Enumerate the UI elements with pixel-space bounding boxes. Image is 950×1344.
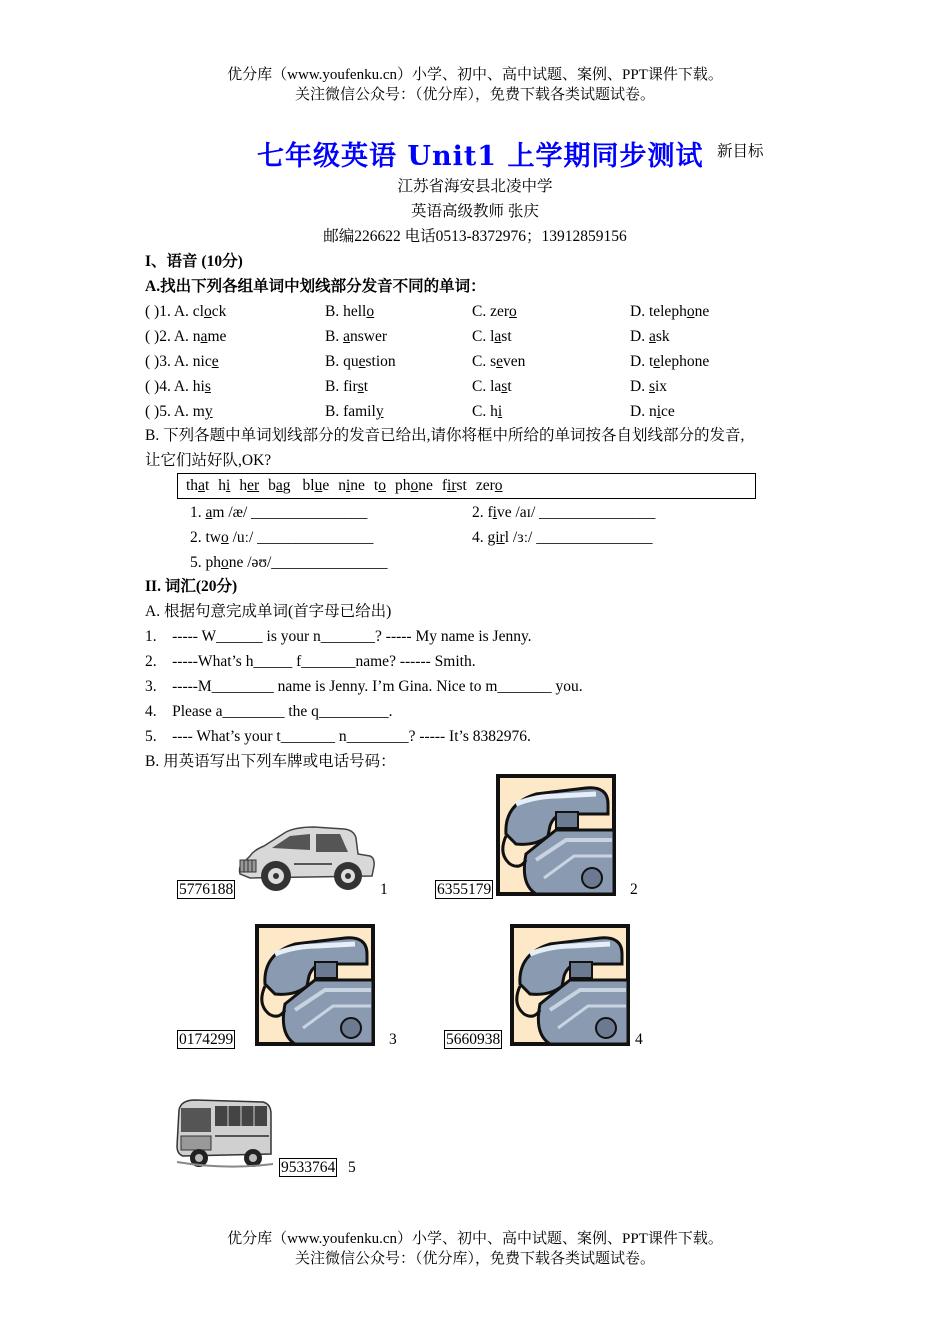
option-d-word-underlined: e — [653, 353, 661, 370]
box-word-underlined: i — [345, 477, 351, 494]
box-word-underlined: ir — [447, 477, 457, 494]
section-1-part-b-line-1: B. 下列各题中单词划线部分的发音已给出,请你将框中所给的单词按各自划线部分的发音, — [145, 427, 745, 444]
picture-label-3: 3 — [389, 1031, 397, 1048]
question-option-b — [325, 302, 374, 322]
section-1-part-b-line-2: 让它们站好队,OK? — [145, 452, 272, 469]
option-d-word-part: lephone — [660, 353, 710, 370]
question-option-d — [630, 327, 670, 347]
word-box-words — [186, 476, 512, 496]
option-c-word-underlined: s — [501, 378, 508, 395]
question-option-a — [145, 377, 211, 397]
question-option-d — [630, 352, 709, 372]
box-word-part: t — [204, 477, 210, 494]
question-option-d — [630, 302, 709, 322]
option-b-word-underlined: y — [375, 403, 384, 420]
sort-item-prefix: 4. — [472, 529, 488, 546]
question-option-a — [145, 327, 226, 347]
option-b-word-part: stion — [365, 353, 396, 370]
option-b-word-part: B. hell — [325, 303, 367, 320]
vocab-item: 3. -----M________ name is Jenny. I’m Gina. Nice to m_______ you. — [145, 678, 583, 695]
box-word — [395, 477, 433, 494]
word-box — [177, 473, 756, 499]
option-b-word-part: B. famil — [325, 403, 376, 420]
option-c-word-part: C. l — [472, 328, 495, 345]
option-c-word-part: C. zer — [472, 303, 510, 320]
option-a-word-underlined: s — [204, 378, 211, 395]
option-c-word-part: t — [507, 378, 512, 395]
plate-number-1: 5776188 — [179, 881, 234, 898]
sort-item-underlined: o — [221, 554, 229, 571]
box-word-part: n — [338, 477, 346, 494]
option-d-word-part: D. teleph — [630, 303, 687, 320]
question-number: ( )1. A. — [145, 303, 193, 320]
box-word-part: ne — [418, 477, 433, 494]
box-word-part: ph — [394, 477, 411, 494]
option-a-word-underlined: o — [203, 303, 212, 320]
option-b-word-part: nswer — [349, 328, 388, 345]
sort-item-underlined: a — [205, 504, 213, 521]
sort-item-rest: /uː/ _______________ — [228, 529, 374, 546]
option-b-word-underlined: o — [366, 303, 375, 320]
box-word-underlined: er — [247, 477, 260, 494]
sort-item-1 — [190, 503, 367, 523]
question-option-c — [472, 402, 502, 422]
sort-item-3 — [190, 528, 373, 548]
option-a-word-part: ck — [211, 303, 227, 320]
question-number: ( )5. A. — [145, 403, 193, 420]
telephone-icon — [510, 924, 630, 1046]
sort-item-2 — [472, 503, 655, 523]
option-a-word-underlined: y — [204, 403, 213, 420]
question-option-b — [325, 327, 387, 347]
sort-item-rest: ve /aɪ/ _______________ — [496, 504, 656, 521]
box-word-part: th — [186, 477, 199, 494]
option-a-word-part: m — [192, 403, 205, 420]
question-option-a — [145, 352, 219, 372]
option-a-word-part: cl — [192, 303, 204, 320]
question-option-a — [145, 302, 226, 322]
telephone-icon — [255, 924, 375, 1046]
box-word-part: zer — [475, 477, 495, 494]
option-a-word-part: nic — [192, 353, 212, 370]
sort-item-rest: m /æ/ _______________ — [212, 504, 368, 521]
option-c-word-part: C. h — [472, 403, 498, 420]
question-option-b — [325, 402, 384, 422]
box-word-underlined: o — [378, 477, 386, 494]
car-icon — [236, 824, 376, 894]
box-word-part: bl — [302, 477, 315, 494]
option-c-word-underlined: i — [497, 403, 503, 420]
question-option-a — [145, 402, 213, 422]
option-b-word-part: B. fir — [325, 378, 358, 395]
question-option-b — [325, 377, 368, 397]
footer-line-2: 关注微信公众号：（优分库），免费下载各类试题试卷。 — [294, 1251, 655, 1267]
question-number: ( )4. A. — [145, 378, 193, 395]
question-option-b — [325, 352, 396, 372]
option-d-word-part: D. — [630, 378, 649, 395]
vocab-item: 5. ---- What’s your t_______ n________? ----- It’s 8382976. — [145, 728, 531, 745]
phone-number-4: 5660938 — [446, 1031, 501, 1048]
telephone-icon — [496, 774, 616, 896]
option-d-word-part: ne — [694, 303, 710, 320]
bus-icon — [175, 1096, 275, 1170]
sort-item-underlined: o — [221, 529, 229, 546]
sort-item-5 — [190, 553, 388, 573]
option-c-word-part: st — [501, 328, 512, 345]
section-1-heading: I、语音 (10分) — [145, 253, 243, 270]
sort-item-prefix: 1. — [190, 504, 206, 521]
question-number: ( )2. A. — [145, 328, 193, 345]
option-b-word-underlined: e — [358, 353, 366, 370]
question-option-d — [630, 402, 675, 422]
option-c-word-underlined: e — [496, 353, 504, 370]
header-line-2: 关注微信公众号：（优分库），免费下载各类试题试卷。 — [294, 87, 655, 103]
option-d-word-underlined: o — [686, 303, 695, 320]
box-word-part: b — [268, 477, 276, 494]
option-a-word-part: hi — [192, 378, 205, 395]
option-d-word-part: sk — [655, 328, 670, 345]
vocab-item: 4. Please a________ the q_________. — [145, 703, 393, 720]
box-word-part: e — [322, 477, 330, 494]
sort-item-prefix: 5. ph — [190, 554, 221, 571]
option-b-word-part: t — [363, 378, 369, 395]
box-word-underlined: a — [275, 477, 283, 494]
option-c-word-underlined: a — [494, 328, 502, 345]
box-word-underlined: a — [198, 477, 205, 494]
option-d-word-part: ix — [655, 378, 668, 395]
question-option-c — [472, 302, 517, 322]
section-2-part-b-title: B. 用英语写出下列车牌或电话号码： — [145, 753, 396, 770]
footer-line-1: 优分库（www.youfenku.cn）小学、初中、高中试题、案例、PPT课件下载。 — [227, 1231, 723, 1247]
page-title: 七年级英语 Unit1 上学期同步测试 — [257, 141, 704, 172]
box-word — [268, 477, 290, 494]
subtitle-tag: 新目标 — [717, 143, 764, 160]
section-2-part-a-title: A. 根据句意完成单词(首字母已给出) — [145, 603, 392, 620]
box-word-part: g — [282, 477, 291, 494]
plate-number-5: 9533764 — [281, 1159, 336, 1176]
box-word-part: t — [373, 477, 379, 494]
option-a-word-part: me — [207, 328, 227, 345]
option-b-word-underlined: a — [343, 328, 350, 345]
question-number: ( )3. A. — [145, 353, 193, 370]
sort-item-rest: l /ɜː/ _______________ — [504, 529, 653, 546]
box-word-underlined: o — [410, 477, 419, 494]
box-word — [338, 477, 365, 494]
section-2-heading: II. 词汇(20分) — [145, 578, 238, 595]
box-word-part: h — [218, 477, 227, 494]
sort-item-underlined: i — [492, 504, 497, 521]
picture-label-5: 5 — [348, 1159, 356, 1176]
picture-label-2: 2 — [630, 881, 638, 898]
option-d-word-part: ce — [661, 403, 675, 420]
box-word-underlined: i — [226, 477, 231, 494]
question-option-c — [472, 377, 512, 397]
box-word — [239, 477, 259, 494]
option-c-word-underlined: o — [509, 303, 517, 320]
sort-item-rest: ne /əʊ/_______________ — [228, 554, 388, 571]
box-word-underlined: o — [494, 477, 503, 494]
sort-item-underlined: gir — [487, 529, 505, 546]
option-a-word-underlined: e — [211, 353, 219, 370]
box-word-part: f — [441, 477, 448, 494]
option-d-word-underlined: s — [648, 378, 655, 395]
sort-item-4 — [472, 528, 652, 548]
option-a-word-underlined: a — [200, 328, 208, 345]
box-word-part: h — [239, 477, 248, 494]
phone-number-2: 6355179 — [437, 881, 492, 898]
box-word — [442, 477, 467, 494]
option-d-word-part: D. t — [630, 353, 654, 370]
box-word-part: ne — [350, 477, 365, 494]
box-word — [186, 477, 209, 494]
sort-item-prefix: 2. f — [472, 504, 493, 521]
option-c-word-part: C. s — [472, 353, 497, 370]
box-word-part: st — [456, 477, 467, 494]
author-school: 江苏省海安县北凌中学 — [397, 178, 553, 195]
option-d-word-part: D. — [630, 328, 649, 345]
sort-item-prefix: 2. tw — [190, 529, 221, 546]
box-word — [218, 477, 230, 494]
author-teacher: 英语高级教师 张庆 — [411, 203, 539, 220]
vocab-item: 2. -----What’s h_____ f_______name? ------ Smith. — [145, 653, 476, 670]
option-c-word-part: C. la — [472, 378, 502, 395]
option-d-word-underlined: a — [648, 328, 656, 345]
option-d-word-part: D. n — [630, 403, 657, 420]
question-option-d — [630, 377, 667, 397]
option-c-word-part: ven — [503, 353, 526, 370]
option-b-word-underlined: s — [357, 378, 364, 395]
vocab-item: 1. ----- W______ is your n_______? ----- My name is Jenny. — [145, 628, 532, 645]
section-1-part-a-title: A.找出下列各组单词中划线部分发音不同的单词： — [145, 278, 486, 295]
option-d-word-underlined: i — [656, 403, 662, 420]
box-word — [374, 477, 386, 494]
phone-number-3: 0174299 — [179, 1031, 234, 1048]
picture-label-1: 1 — [380, 881, 388, 898]
question-option-c — [472, 352, 525, 372]
option-b-word-part: B. — [325, 328, 344, 345]
question-option-c — [472, 327, 512, 347]
box-word — [303, 477, 330, 494]
box-word-underlined: u — [314, 477, 323, 494]
option-a-word-part: n — [192, 328, 201, 345]
header-line-1: 优分库（www.youfenku.cn）小学、初中、高中试题、案例、PPT课件下载。 — [227, 67, 723, 83]
picture-label-4: 4 — [635, 1031, 643, 1048]
box-word — [476, 477, 503, 494]
author-contact: 邮编226622 电话0513-8372976；13912859156 — [323, 228, 627, 245]
option-b-word-part: B. qu — [325, 353, 359, 370]
